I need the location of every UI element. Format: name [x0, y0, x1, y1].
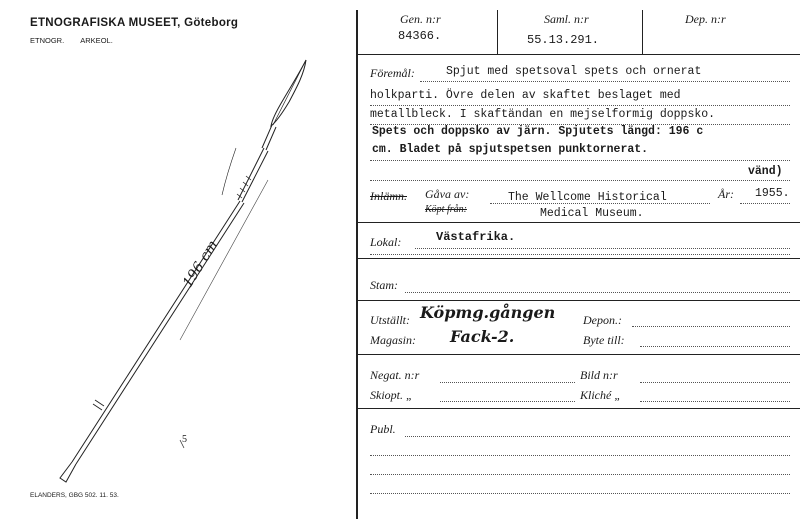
donor-line-2: Medical Museum.	[540, 207, 644, 220]
printer-imprint: ELANDERS, GBG 502. 11. 53.	[30, 492, 119, 499]
subdept-label: ARKEOL.	[80, 36, 113, 45]
col-divider-1	[497, 10, 498, 54]
publ-label: Publ.	[370, 422, 396, 436]
rule-negat	[356, 408, 800, 409]
magasin-value: Fack-2.	[450, 327, 515, 346]
utstallt-value: Köpmg.gången	[420, 303, 556, 322]
negat-label: Negat. n:r	[370, 368, 420, 382]
lokal-value: Västafrika.	[436, 230, 516, 244]
ar-label: År:	[718, 187, 734, 201]
skiopt-label: Skiopt. „	[370, 388, 413, 402]
dept-label: ETNOGR.	[30, 36, 65, 45]
header-bottom-rule	[356, 54, 800, 55]
museum-header	[30, 17, 238, 29]
museum-name: ETNOGRAFISKA MUSEET,	[30, 17, 181, 29]
col-divider-2	[642, 10, 643, 54]
inlamn-label: Inlämn.	[370, 189, 407, 203]
turn-over-note: vänd)	[748, 165, 783, 178]
stam-label: Stam:	[370, 278, 398, 292]
material-line-1: Spets och doppsko av järn. Spjutets längd: 196 c	[372, 125, 704, 138]
foremal-label: Föremål:	[370, 66, 415, 80]
rule-gava	[356, 222, 800, 223]
donor-line-1: The Wellcome Historical	[508, 191, 667, 204]
museum-city: Göteborg	[184, 17, 239, 29]
gen-value: 84366.	[398, 29, 442, 43]
rule-stam	[356, 300, 800, 301]
material-line-2: cm. Bladet på spjutspetsen punktornerat.	[372, 143, 649, 156]
rule-magasin	[356, 354, 800, 355]
dep-label: Dep. n:r	[685, 12, 726, 26]
kliche-label: Kliché „	[580, 388, 621, 402]
kopt-label: Köpt från:	[425, 204, 467, 215]
spear-drawing	[0, 30, 350, 510]
foremal-line-1: Spjut med spetsoval spets och ornerat	[446, 65, 702, 78]
card-left-border	[356, 10, 358, 519]
depon-label: Depon.:	[583, 313, 622, 327]
foremal-line-3: metallbleck. I skaftändan en mejselformig doppsko.	[370, 108, 716, 121]
ar-value: 1955.	[755, 187, 790, 200]
foremal-line-2: holkparti. Övre delen av skaftet beslaget med	[370, 89, 681, 102]
lokal-label: Lokal:	[370, 235, 402, 249]
utstallt-label: Utställt:	[370, 313, 411, 327]
magasin-label: Magasin:	[370, 333, 416, 347]
length-annotation: 196 cm	[180, 237, 222, 291]
gava-label: Gåva av:	[425, 187, 470, 201]
saml-label: Saml. n:r	[544, 12, 589, 26]
bild-label: Bild n:r	[580, 368, 618, 382]
rule-lokal	[356, 258, 800, 259]
byte-label: Byte till:	[583, 333, 625, 347]
drawing-mark: 5	[182, 434, 187, 445]
gen-label: Gen. n:r	[400, 12, 441, 26]
saml-value: 55.13.291.	[527, 33, 600, 47]
